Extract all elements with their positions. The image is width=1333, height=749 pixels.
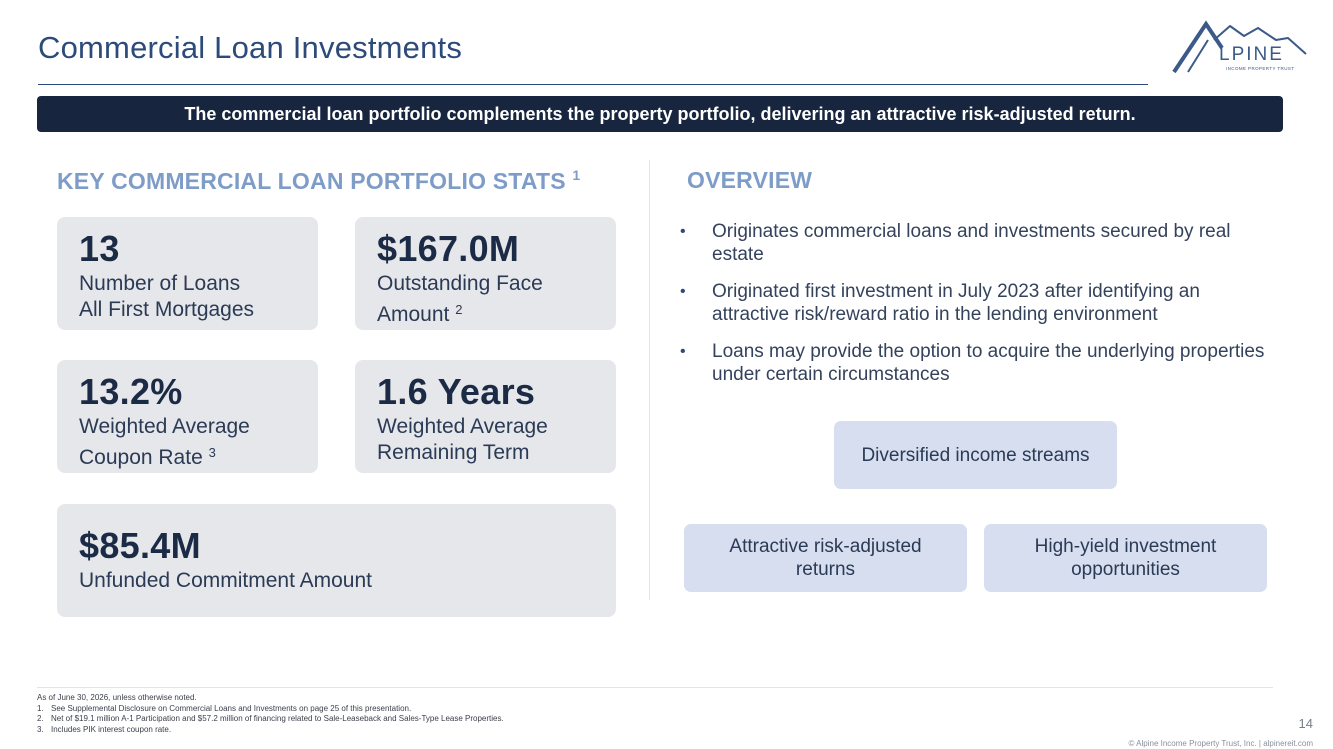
stat-footnote: 3 [208,445,216,460]
as-of-note: As of June 30, 2026, unless otherwise noted. [37,693,197,702]
footnote-number: 3. [37,724,44,734]
stat-label-text: Coupon Rate [79,446,203,469]
page-number: 14 [1298,716,1313,731]
stat-label-line2 [377,297,594,328]
stat-card-outstanding-face [355,217,616,330]
stat-label-text: Amount [377,303,450,326]
stat-card-coupon-rate [57,360,318,473]
stat-card-number-of-loans [57,217,318,330]
pill-risk-adjusted-returns: Attractive risk-adjusted returns [684,524,967,592]
overview-heading: OVERVIEW [687,167,813,193]
stat-label-line1: Weighted Average [79,415,250,438]
pill-high-yield: High-yield investment opportunities [984,524,1267,592]
summary-banner: The commercial loan portfolio complements the property portfolio, delivering an attractive risk-adjusted return. [37,96,1283,132]
stat-label-line1: Number of Loans [79,272,241,295]
copyright-text: © Alpine Income Property Trust, Inc. | alpinereit.com [1128,739,1313,748]
stat-label-line2: All First Mortgages [79,298,255,321]
footnote-item [37,714,504,725]
footnote-item [37,704,504,715]
footnote-number: 2. [37,714,44,723]
stat-card-remaining-term [355,360,616,473]
stats-heading [57,167,580,195]
stat-label-line2: Remaining Term [377,441,530,464]
logo-wordmark: LPINE [1219,44,1284,65]
page-title: Commercial Loan Investments [38,30,463,65]
stat-value: 13.2% [79,371,183,412]
stat-value: $85.4M [79,525,201,566]
list-item: • Originates commercial loans and investments secured by real estate [680,220,1270,266]
footnote-item [37,725,504,736]
stat-label-line1: Weighted Average [377,415,548,438]
footnote-text: See Supplemental Disclosure on Commercial Loans and Investments on page 25 of this presentation. [51,703,412,713]
overview-bullet-list [680,220,1270,400]
stat-label-line1: Outstanding Face [377,272,543,295]
stat-value: 13 [79,228,120,269]
list-item: • Originated first investment in July 2023 after identifying an attractive risk/reward ratio in the lending environment [680,280,1270,326]
stats-heading-text: KEY COMMERCIAL LOAN PORTFOLIO STATS [57,168,566,194]
stat-value: $167.0M [377,228,520,269]
column-divider [649,160,650,600]
stat-card-unfunded-commitment [57,504,616,617]
pill-diversified-income: Diversified income streams [834,421,1117,489]
footnote-text: Includes PIK interest coupon rate. [51,724,172,734]
stat-value: 1.6 Years [377,371,536,412]
stats-heading-footnote: 1 [572,167,581,183]
footnote-text: Net of $19.1 million A-1 Participation and $57.2 million of financing related to Sale-Leaseback and Sales-Type Lease Properties. [51,714,504,723]
title-underline [38,84,1148,85]
footer-divider [37,687,1273,688]
list-item: • Loans may provide the option to acquire the underlying properties under certain circumstances [680,340,1270,386]
stat-footnote: 2 [455,302,463,317]
stat-label-line2 [79,440,296,471]
footnote-number: 1. [37,703,44,713]
logo-tagline: INCOME PROPERTY TRUST [1226,66,1295,71]
stat-label-line1: Unfunded Commitment Amount [79,569,372,592]
footnotes [37,693,504,735]
